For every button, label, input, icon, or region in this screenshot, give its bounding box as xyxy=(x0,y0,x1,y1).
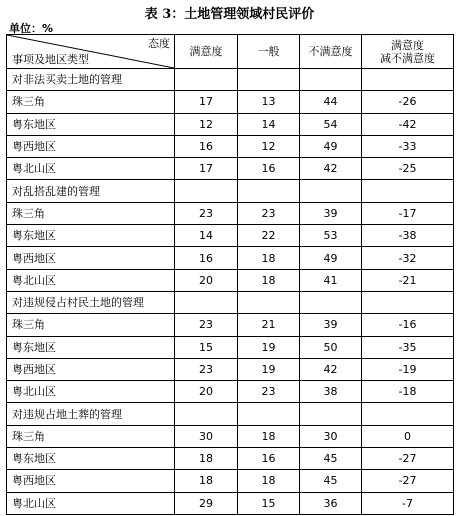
neutral-cell: 13 xyxy=(238,91,300,113)
col-header-dissatisfaction: 不满意度 xyxy=(300,35,362,69)
region-cell: 粤北山区 xyxy=(7,492,175,514)
neutral-cell: 18 xyxy=(238,269,300,291)
satisfaction-cell: 16 xyxy=(175,247,238,269)
region-cell: 粤东地区 xyxy=(7,225,175,247)
empty-cell xyxy=(238,403,300,425)
section-row xyxy=(7,403,454,425)
empty-cell xyxy=(175,291,238,313)
section-title: 对违规占地土葬的管理 xyxy=(7,403,175,425)
dissatisfaction-cell: 50 xyxy=(300,336,362,358)
neutral-cell: 16 xyxy=(238,158,300,180)
empty-cell xyxy=(362,69,454,91)
net-cell: -18 xyxy=(362,381,454,403)
region-cell: 粤东地区 xyxy=(7,448,175,470)
section-title: 对非法买卖土地的管理 xyxy=(7,69,175,91)
dissatisfaction-cell: 39 xyxy=(300,314,362,336)
table-row xyxy=(7,113,454,135)
neutral-cell: 19 xyxy=(238,336,300,358)
net-cell: -17 xyxy=(362,202,454,224)
empty-cell xyxy=(175,403,238,425)
net-cell: -27 xyxy=(362,470,454,492)
table-row xyxy=(7,314,454,336)
table-row xyxy=(7,247,454,269)
satisfaction-cell: 18 xyxy=(175,470,238,492)
net-cell: -38 xyxy=(362,225,454,247)
table-row xyxy=(7,425,454,447)
empty-cell xyxy=(300,180,362,202)
col-header-net-line2: 减不满意度 xyxy=(380,51,435,65)
col-header-satisfaction: 满意度 xyxy=(175,35,238,69)
table-row xyxy=(7,225,454,247)
dissatisfaction-cell: 45 xyxy=(300,448,362,470)
neutral-cell: 23 xyxy=(238,202,300,224)
net-cell: -26 xyxy=(362,91,454,113)
region-cell: 粤西地区 xyxy=(7,247,175,269)
empty-cell xyxy=(362,403,454,425)
empty-cell xyxy=(238,291,300,313)
table-row xyxy=(7,381,454,403)
satisfaction-cell: 15 xyxy=(175,336,238,358)
table-row xyxy=(7,135,454,157)
table-row xyxy=(7,158,454,180)
region-cell: 粤北山区 xyxy=(7,158,175,180)
net-cell: -7 xyxy=(362,492,454,514)
corner-header-cell xyxy=(7,35,175,69)
header-row xyxy=(7,35,454,69)
region-cell: 粤西地区 xyxy=(7,470,175,492)
region-cell: 粤西地区 xyxy=(7,135,175,157)
table-row xyxy=(7,202,454,224)
satisfaction-cell: 23 xyxy=(175,358,238,380)
section-row xyxy=(7,291,454,313)
dissatisfaction-cell: 49 xyxy=(300,135,362,157)
neutral-cell: 23 xyxy=(238,381,300,403)
region-cell: 粤东地区 xyxy=(7,336,175,358)
table-row xyxy=(7,91,454,113)
net-cell: -35 xyxy=(362,336,454,358)
neutral-cell: 18 xyxy=(238,470,300,492)
empty-cell xyxy=(362,291,454,313)
net-cell: -21 xyxy=(362,269,454,291)
table-row xyxy=(7,470,454,492)
neutral-cell: 15 xyxy=(238,492,300,514)
region-cell: 粤西地区 xyxy=(7,358,175,380)
region-cell: 珠三角 xyxy=(7,314,175,336)
satisfaction-cell: 16 xyxy=(175,135,238,157)
neutral-cell: 14 xyxy=(238,113,300,135)
empty-cell xyxy=(175,180,238,202)
dissatisfaction-cell: 42 xyxy=(300,158,362,180)
net-cell: 0 xyxy=(362,425,454,447)
region-cell: 珠三角 xyxy=(7,91,175,113)
net-cell: -16 xyxy=(362,314,454,336)
neutral-cell: 22 xyxy=(238,225,300,247)
empty-cell xyxy=(300,69,362,91)
dissatisfaction-cell: 42 xyxy=(300,358,362,380)
unit-label: 单位：% xyxy=(9,22,54,35)
satisfaction-cell: 30 xyxy=(175,425,238,447)
empty-cell xyxy=(238,180,300,202)
net-cell: -32 xyxy=(362,247,454,269)
corner-attitude-label: 态度 xyxy=(148,37,170,50)
region-cell: 粤东地区 xyxy=(7,113,175,135)
neutral-cell: 18 xyxy=(238,247,300,269)
table-row xyxy=(7,269,454,291)
net-cell: -19 xyxy=(362,358,454,380)
table-row xyxy=(7,492,454,514)
region-cell: 珠三角 xyxy=(7,202,175,224)
satisfaction-cell: 18 xyxy=(175,448,238,470)
region-cell: 珠三角 xyxy=(7,425,175,447)
dissatisfaction-cell: 44 xyxy=(300,91,362,113)
dissatisfaction-cell: 41 xyxy=(300,269,362,291)
empty-cell xyxy=(238,69,300,91)
net-cell: -42 xyxy=(362,113,454,135)
empty-cell xyxy=(362,180,454,202)
dissatisfaction-cell: 49 xyxy=(300,247,362,269)
col-header-net xyxy=(362,35,454,69)
net-cell: -25 xyxy=(362,158,454,180)
satisfaction-cell: 20 xyxy=(175,381,238,403)
net-cell: -33 xyxy=(362,135,454,157)
corner-item-label: 事项及地区类型 xyxy=(12,53,89,66)
satisfaction-cell: 17 xyxy=(175,158,238,180)
dissatisfaction-cell: 30 xyxy=(300,425,362,447)
satisfaction-cell: 23 xyxy=(175,314,238,336)
col-header-neutral: 一般 xyxy=(238,35,300,69)
satisfaction-cell: 23 xyxy=(175,202,238,224)
neutral-cell: 19 xyxy=(238,358,300,380)
table-row xyxy=(7,336,454,358)
net-cell: -27 xyxy=(362,448,454,470)
empty-cell xyxy=(175,69,238,91)
region-cell: 粤北山区 xyxy=(7,269,175,291)
dissatisfaction-cell: 45 xyxy=(300,470,362,492)
section-title: 对乱搭乱建的管理 xyxy=(7,180,175,202)
satisfaction-cell: 29 xyxy=(175,492,238,514)
satisfaction-cell: 17 xyxy=(175,91,238,113)
region-cell: 粤北山区 xyxy=(7,381,175,403)
section-title: 对违规侵占村民土地的管理 xyxy=(7,291,175,313)
evaluation-table xyxy=(6,34,454,515)
satisfaction-cell: 20 xyxy=(175,269,238,291)
dissatisfaction-cell: 53 xyxy=(300,225,362,247)
dissatisfaction-cell: 38 xyxy=(300,381,362,403)
neutral-cell: 12 xyxy=(238,135,300,157)
dissatisfaction-cell: 39 xyxy=(300,202,362,224)
satisfaction-cell: 14 xyxy=(175,225,238,247)
section-row xyxy=(7,69,454,91)
dissatisfaction-cell: 36 xyxy=(300,492,362,514)
neutral-cell: 18 xyxy=(238,425,300,447)
empty-cell xyxy=(300,291,362,313)
dissatisfaction-cell: 54 xyxy=(300,113,362,135)
table-title: 表 3：土地管理领域村民评价 xyxy=(144,7,315,22)
satisfaction-cell: 12 xyxy=(175,113,238,135)
empty-cell xyxy=(300,403,362,425)
col-header-net-line1: 满意度 xyxy=(391,38,424,52)
table-row xyxy=(7,358,454,380)
section-row xyxy=(7,180,454,202)
neutral-cell: 16 xyxy=(238,448,300,470)
neutral-cell: 21 xyxy=(238,314,300,336)
table-row xyxy=(7,448,454,470)
